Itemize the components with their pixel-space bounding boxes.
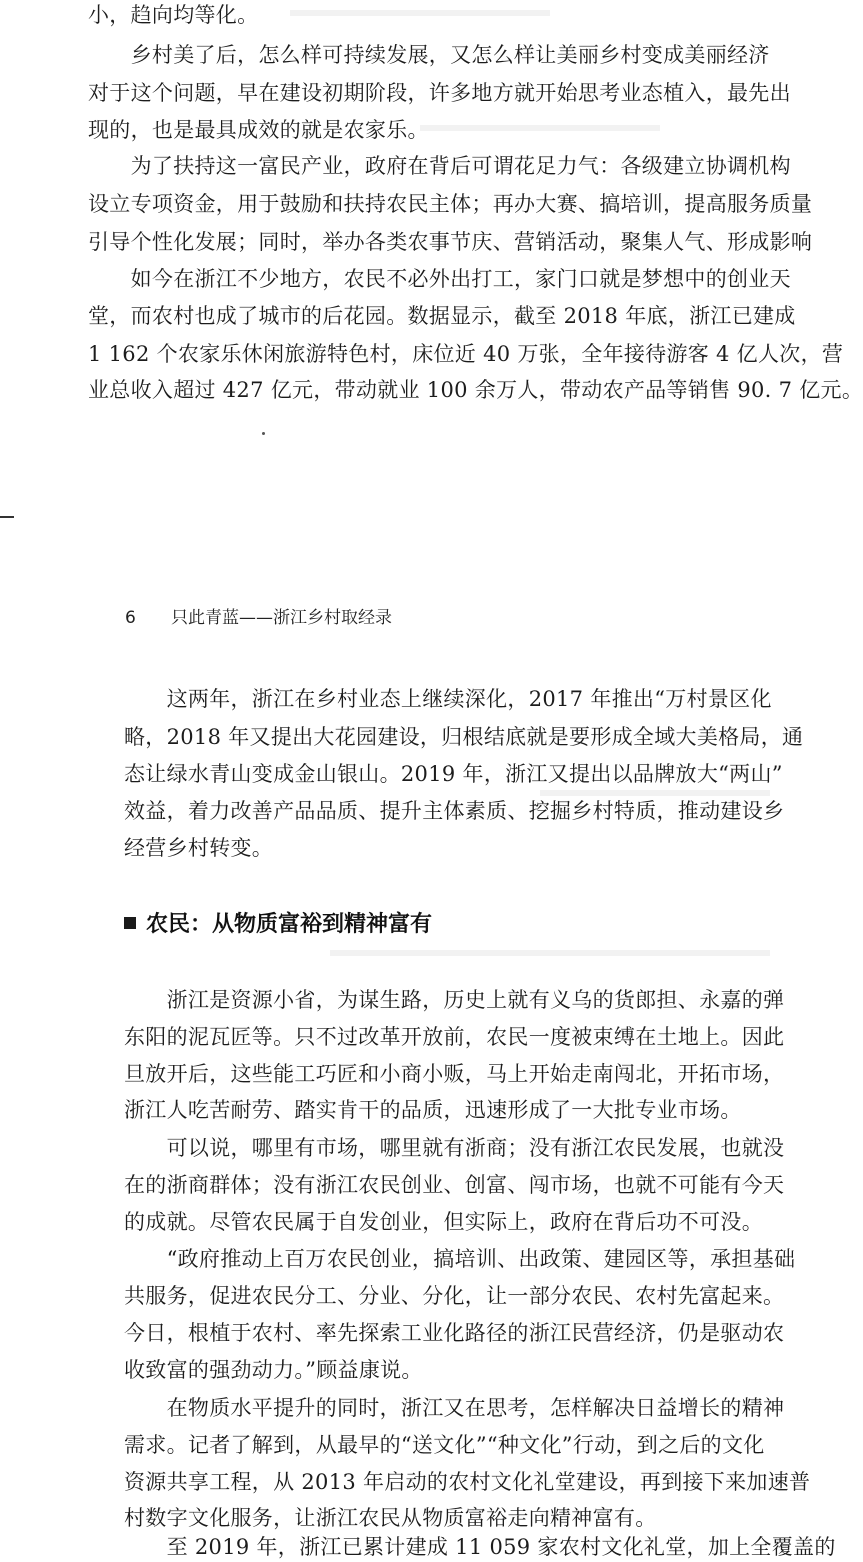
body-line: 可以说，哪里有市场，哪里就有浙商；没有浙江农民发展，也就没 xyxy=(124,1136,785,1160)
body-line: 略，2018 年又提出大花园建设，归根结底就是要形成全域大美格局，通 xyxy=(124,725,804,749)
section-heading-text: 农民：从物质富裕到精神富有 xyxy=(146,912,433,937)
bleed-through-shadow xyxy=(330,950,770,956)
body-line: 村数字文化服务，让浙江农民从物质富裕走向精神富有。 xyxy=(124,1506,657,1530)
body-line: 对于这个问题，早在建设初期阶段，许多地方就开始思考业态植入，最先出 xyxy=(88,81,791,105)
body-line: 态让绿水青山变成金山银山。2019 年，浙江又提出以品牌放大“两山” xyxy=(124,762,783,786)
body-line: 效益，着力改善产品品质、提升主体素质、挖掘乡村特质，推动建设乡 xyxy=(124,799,785,823)
body-line: 堂，而农村也成了城市的后花园。数据显示，截至 2018 年底，浙江已建成 xyxy=(88,304,796,328)
body-line: 共服务，促进农民分工、分业、分化，让一部分农民、农村先富起来。 xyxy=(124,1284,785,1308)
bleed-through-shadow xyxy=(420,125,660,131)
body-line: 小，趋向均等化。 xyxy=(88,3,259,27)
body-line: 乡村美了后，怎么样可持续发展，又怎么样让美丽乡村变成美丽经济 xyxy=(88,43,770,67)
body-line: 业总收入超过 427 亿元，带动就业 100 余万人，带动农产品等销售 90. 7 亿元。 xyxy=(88,378,863,402)
body-line: 现的，也是最具成效的就是农家乐。 xyxy=(88,118,429,142)
print-speck xyxy=(262,432,265,435)
body-line: “政府推动上百万农民创业，搞培训、出政策、建园区等，承担基础 xyxy=(124,1247,796,1271)
body-line: 收致富的强劲动力。”顾益康说。 xyxy=(124,1358,423,1382)
body-line: 东阳的泥瓦匠等。只不过改革开放前，农民一度被束缚在土地上。因此 xyxy=(124,1025,785,1049)
body-line: 浙江人吃苦耐劳、踏实肯干的品质，迅速形成了一大批专业市场。 xyxy=(124,1098,742,1122)
body-line: 浙江是资源小省，为谋生路，历史上就有义乌的货郎担、永嘉的弹 xyxy=(124,988,785,1012)
body-line: 这两年，浙江在乡村业态上继续深化，2017 年推出“万村景区化 xyxy=(124,687,772,711)
book-title: 只此青蓝——浙江乡村取经录 xyxy=(171,608,392,628)
running-header xyxy=(125,606,392,630)
body-line: 经营乡村转变。 xyxy=(124,836,274,860)
body-line: 引导个性化发展；同时，举办各类农事节庆、营销活动，聚集人气、形成影响 xyxy=(88,230,813,254)
page-edge-mark xyxy=(0,516,14,518)
page-number: 6 xyxy=(125,608,136,628)
body-line: 旦放开后，这些能工巧匠和小商小贩，马上开始走南闯北，开拓市场， xyxy=(124,1062,785,1086)
body-line: 如今在浙江不少地方，农民不必外出打工，家门口就是梦想中的创业天 xyxy=(88,267,791,291)
body-line: 为了扶持这一富民产业，政府在背后可谓花足力气：各级建立协调机构 xyxy=(88,154,791,178)
body-line: 今日，根植于农村、率先探索工业化路径的浙江民营经济，仍是驱动农 xyxy=(124,1321,785,1345)
body-line: 在的浙商群体；没有浙江农民创业、创富、闯市场，也就不可能有今天 xyxy=(124,1173,785,1197)
square-bullet-icon xyxy=(124,917,136,929)
section-heading xyxy=(124,908,432,942)
body-line: 1 162 个农家乐休闲旅游特色村，床位近 40 万张，全年接待游客 4 亿人次，营 xyxy=(88,342,844,366)
body-line: 的成就。尽管农民属于自发创业，但实际上，政府在背后功不可没。 xyxy=(124,1210,763,1234)
body-line: 设立专项资金，用于鼓励和扶持农民主体；再办大赛、搞培训，提高服务质量 xyxy=(88,192,813,216)
body-line: 资源共享工程，从 2013 年启动的农村文化礼堂建设，再到接下来加速普 xyxy=(124,1470,811,1494)
bleed-through-shadow xyxy=(290,10,550,16)
body-line: 需求。记者了解到，从最早的“送文化”“种文化”行动，到之后的文化 xyxy=(124,1433,765,1457)
body-line: 至 2019 年，浙江已累计建成 11 059 家农村文化礼堂，加上全覆盖的 xyxy=(124,1535,836,1559)
body-line: 在物质水平提升的同时，浙江又在思考，怎样解决日益增长的精神 xyxy=(124,1396,785,1420)
